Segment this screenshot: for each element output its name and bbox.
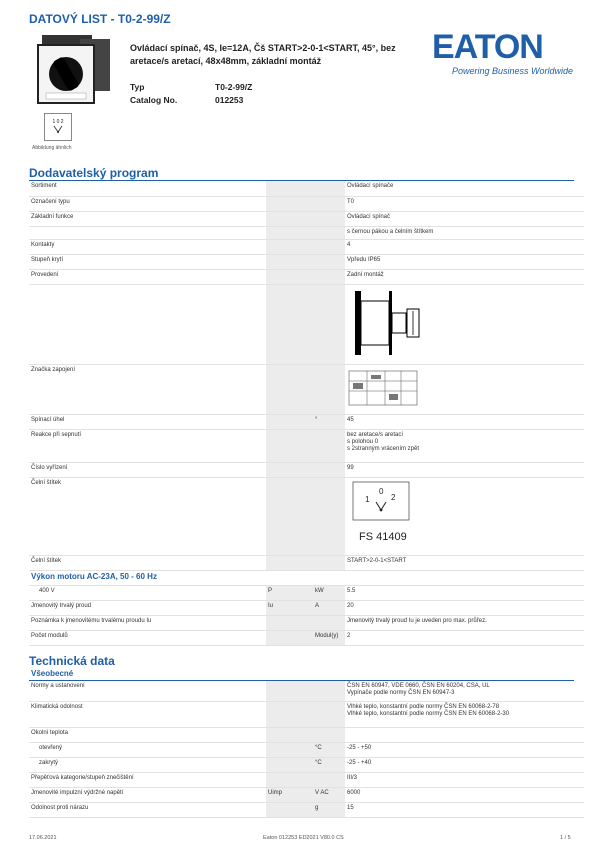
table-cell: 20 bbox=[345, 600, 584, 615]
table-cell: Výkon motoru AC-23A, 50 - 60 Hz bbox=[29, 570, 584, 585]
table-cell: Uimp bbox=[266, 787, 313, 802]
table-cell: Jmenovité impulzní výdržné napětí bbox=[29, 787, 266, 802]
switch-symbol-small bbox=[44, 113, 72, 141]
table-cell: Vlhké teplo, konstantní podle normy ČSN EN 60068-2-78 Vlhké teplo, konstantní podle normy ČSN EN EN 60068-2-30 bbox=[345, 701, 584, 727]
wiring-row bbox=[29, 364, 584, 414]
table-cell: P bbox=[266, 585, 313, 600]
table-cell: START>2-0-1<START bbox=[345, 555, 584, 570]
table-cell bbox=[313, 196, 345, 211]
table-cell: Označení typu bbox=[29, 196, 266, 211]
front-plate-drawing bbox=[347, 480, 437, 550]
table-cell bbox=[313, 477, 345, 555]
table-cell: s černou pákou a čelním štítkem bbox=[345, 226, 584, 239]
product-image bbox=[36, 33, 116, 105]
table-cell: Přepěťová kategorie/stupeň znečištění bbox=[29, 772, 266, 787]
front-plate-row bbox=[29, 477, 584, 555]
table-cell bbox=[313, 364, 345, 414]
table-row bbox=[29, 585, 584, 600]
svg-text:FS 41409: FS 41409 bbox=[359, 530, 407, 543]
table-cell: Kontakty bbox=[29, 239, 266, 254]
table-cell bbox=[266, 269, 313, 284]
table-cell bbox=[345, 284, 584, 364]
table-cell bbox=[266, 701, 313, 727]
table-cell: Jmenovitý trvalý proud bbox=[29, 600, 266, 615]
table-cell: -25 - +40 bbox=[345, 757, 584, 772]
table-cell bbox=[313, 254, 345, 269]
table-cell bbox=[266, 477, 313, 555]
table-cell: 45 bbox=[345, 414, 584, 429]
table-cell bbox=[266, 681, 313, 701]
table-cell bbox=[313, 269, 345, 284]
table-cell: Odolnost proti nárazu bbox=[29, 802, 266, 817]
table-cell: ° bbox=[313, 414, 345, 429]
table-cell bbox=[266, 727, 313, 742]
svg-text:2: 2 bbox=[391, 492, 396, 502]
table-cell: 6000 bbox=[345, 787, 584, 802]
page-title: DATOVÝ LIST - T0-2-99/Z bbox=[29, 12, 171, 26]
table-cell: otevřený bbox=[29, 742, 266, 757]
table-cell: 400 V bbox=[29, 585, 266, 600]
table-cell: bez aretace/s aretací s polohou 0 s 2stranným vrácením zpět bbox=[345, 429, 584, 462]
table-cell bbox=[266, 615, 313, 630]
image-caption: Abbildung ähnlich bbox=[32, 145, 72, 151]
table-cell: kW bbox=[313, 585, 345, 600]
table-cell: Iu bbox=[266, 600, 313, 615]
table-cell: Modul(y) bbox=[313, 630, 345, 645]
table-row bbox=[29, 226, 584, 239]
table-row bbox=[29, 429, 584, 462]
mounting-image-row bbox=[29, 284, 584, 364]
table-cell bbox=[266, 364, 313, 414]
table-cell bbox=[266, 630, 313, 645]
table-cell bbox=[345, 477, 584, 555]
table-cell: Spínací úhel bbox=[29, 414, 266, 429]
table-row bbox=[29, 269, 584, 284]
table-cell bbox=[313, 211, 345, 226]
table-cell bbox=[266, 196, 313, 211]
catalog-row bbox=[130, 95, 244, 105]
table-cell bbox=[266, 742, 313, 757]
table-cell: Ovládací spínač bbox=[345, 211, 584, 226]
table-cell: 2 bbox=[345, 630, 584, 645]
table-cell: Poznámka k jmenovitému trvalému proudu Iu bbox=[29, 615, 266, 630]
table-cell: zakrytý bbox=[29, 757, 266, 772]
table-cell: ČSN EN 60947, VDE 0660, ČSN EN 60204, CSA, UL Vypínače podle normy ČSN EN 60947-3 bbox=[345, 681, 584, 701]
table-cell: Normy a ustanovení bbox=[29, 681, 266, 701]
table-cell: -25 - +50 bbox=[345, 742, 584, 757]
table-cell: A bbox=[313, 600, 345, 615]
footer-date: 17.06.2021 bbox=[29, 835, 57, 841]
table-cell bbox=[313, 226, 345, 239]
table-cell bbox=[29, 226, 266, 239]
table-row bbox=[29, 701, 584, 727]
table-cell: 99 bbox=[345, 462, 584, 477]
table-cell bbox=[266, 757, 313, 772]
type-label: Typ bbox=[130, 82, 145, 92]
table-row bbox=[29, 742, 584, 757]
footer-page-number: 1 / 5 bbox=[560, 835, 571, 841]
svg-text:EATON: EATON bbox=[432, 28, 543, 66]
table-cell bbox=[313, 701, 345, 727]
table-cell bbox=[266, 284, 313, 364]
table-cell: °C bbox=[313, 742, 345, 757]
section-heading-technical: Technická data bbox=[29, 654, 115, 668]
table-row bbox=[29, 555, 584, 570]
table-cell bbox=[313, 181, 345, 196]
table-cell: Jmenovitý trvalý proud Iu je uveden pro max. průřez. bbox=[345, 615, 584, 630]
svg-text:1: 1 bbox=[365, 494, 370, 504]
table-cell: III/3 bbox=[345, 772, 584, 787]
table-cell: Číslo vyřízení bbox=[29, 462, 266, 477]
table-row bbox=[29, 600, 584, 615]
table-cell: Sortiment bbox=[29, 181, 266, 196]
table-cell bbox=[313, 555, 345, 570]
table-row bbox=[29, 802, 584, 817]
table-row bbox=[29, 727, 584, 742]
table-row bbox=[29, 772, 584, 787]
table-cell: g bbox=[313, 802, 345, 817]
table-row bbox=[29, 615, 584, 630]
table-cell bbox=[266, 414, 313, 429]
table-cell: °C bbox=[313, 757, 345, 772]
table-cell bbox=[313, 772, 345, 787]
table-row bbox=[29, 414, 584, 429]
product-description: Ovládací spínač, 4S, Ie=12A, Čš START>2-0-1<START, 45°, bez aretace/s aretací, 48x48mm, základní montáž bbox=[130, 43, 396, 66]
table-row bbox=[29, 681, 584, 701]
table-cell bbox=[313, 681, 345, 701]
table-row bbox=[29, 196, 584, 211]
table-cell: Zadní montáž bbox=[345, 269, 584, 284]
supplier-table bbox=[29, 181, 584, 646]
table-cell bbox=[313, 284, 345, 364]
subsection-row bbox=[29, 570, 584, 585]
table-cell bbox=[266, 181, 313, 196]
technical-table bbox=[29, 681, 584, 818]
table-cell bbox=[266, 211, 313, 226]
table-cell: Značka zapojení bbox=[29, 364, 266, 414]
table-cell bbox=[345, 364, 584, 414]
table-cell: Počet modulů bbox=[29, 630, 266, 645]
svg-text:1 0 2: 1 0 2 bbox=[52, 119, 64, 125]
table-cell bbox=[266, 802, 313, 817]
table-cell bbox=[313, 429, 345, 462]
catalog-value: 012253 bbox=[215, 95, 244, 105]
table-cell: Čelní štítek bbox=[29, 477, 266, 555]
svg-text:0: 0 bbox=[379, 486, 384, 496]
table-row bbox=[29, 787, 584, 802]
rear-mount-drawing bbox=[347, 287, 437, 359]
subsection-general: Všeobecné bbox=[31, 669, 74, 678]
table-cell bbox=[313, 462, 345, 477]
table-cell: Okolní teplota bbox=[29, 727, 266, 742]
table-cell bbox=[266, 254, 313, 269]
table-cell bbox=[345, 727, 584, 742]
table-cell: V AC bbox=[313, 787, 345, 802]
table-cell: 4 bbox=[345, 239, 584, 254]
table-cell bbox=[266, 555, 313, 570]
wiring-diagram bbox=[347, 367, 419, 409]
table-cell: 15 bbox=[345, 802, 584, 817]
table-cell bbox=[266, 772, 313, 787]
table-row bbox=[29, 757, 584, 772]
table-cell bbox=[266, 226, 313, 239]
table-cell: Klimatická odolnost bbox=[29, 701, 266, 727]
table-row bbox=[29, 239, 584, 254]
table-cell: Stupeň krytí bbox=[29, 254, 266, 269]
table-cell: Čelní štítek bbox=[29, 555, 266, 570]
table-cell: Reakce při sepnutí bbox=[29, 429, 266, 462]
table-cell bbox=[266, 462, 313, 477]
table-cell: 5.5 bbox=[345, 585, 584, 600]
table-cell: Ovládací spínače bbox=[345, 181, 584, 196]
table-cell: Základní funkce bbox=[29, 211, 266, 226]
type-row bbox=[130, 82, 253, 92]
table-cell bbox=[266, 429, 313, 462]
table-cell bbox=[313, 615, 345, 630]
table-cell bbox=[313, 239, 345, 254]
table-cell: Vpředu IP65 bbox=[345, 254, 584, 269]
table-row bbox=[29, 254, 584, 269]
table-cell bbox=[266, 239, 313, 254]
footer-document-id: Eaton 012253 ED2021 V80.0 CS bbox=[263, 835, 344, 841]
table-cell: T0 bbox=[345, 196, 584, 211]
tagline: Powering Business Worldwide bbox=[452, 66, 574, 76]
section-heading-supplier: Dodavatelský program bbox=[29, 166, 159, 180]
table-row bbox=[29, 630, 584, 645]
type-value: T0-2-99/Z bbox=[215, 82, 253, 92]
table-row bbox=[29, 211, 584, 226]
table-row bbox=[29, 462, 584, 477]
table-cell: Provedení bbox=[29, 269, 266, 284]
catalog-label: Catalog No. bbox=[130, 95, 178, 105]
table-cell bbox=[313, 727, 345, 742]
table-cell bbox=[29, 284, 266, 364]
table-row bbox=[29, 181, 584, 196]
